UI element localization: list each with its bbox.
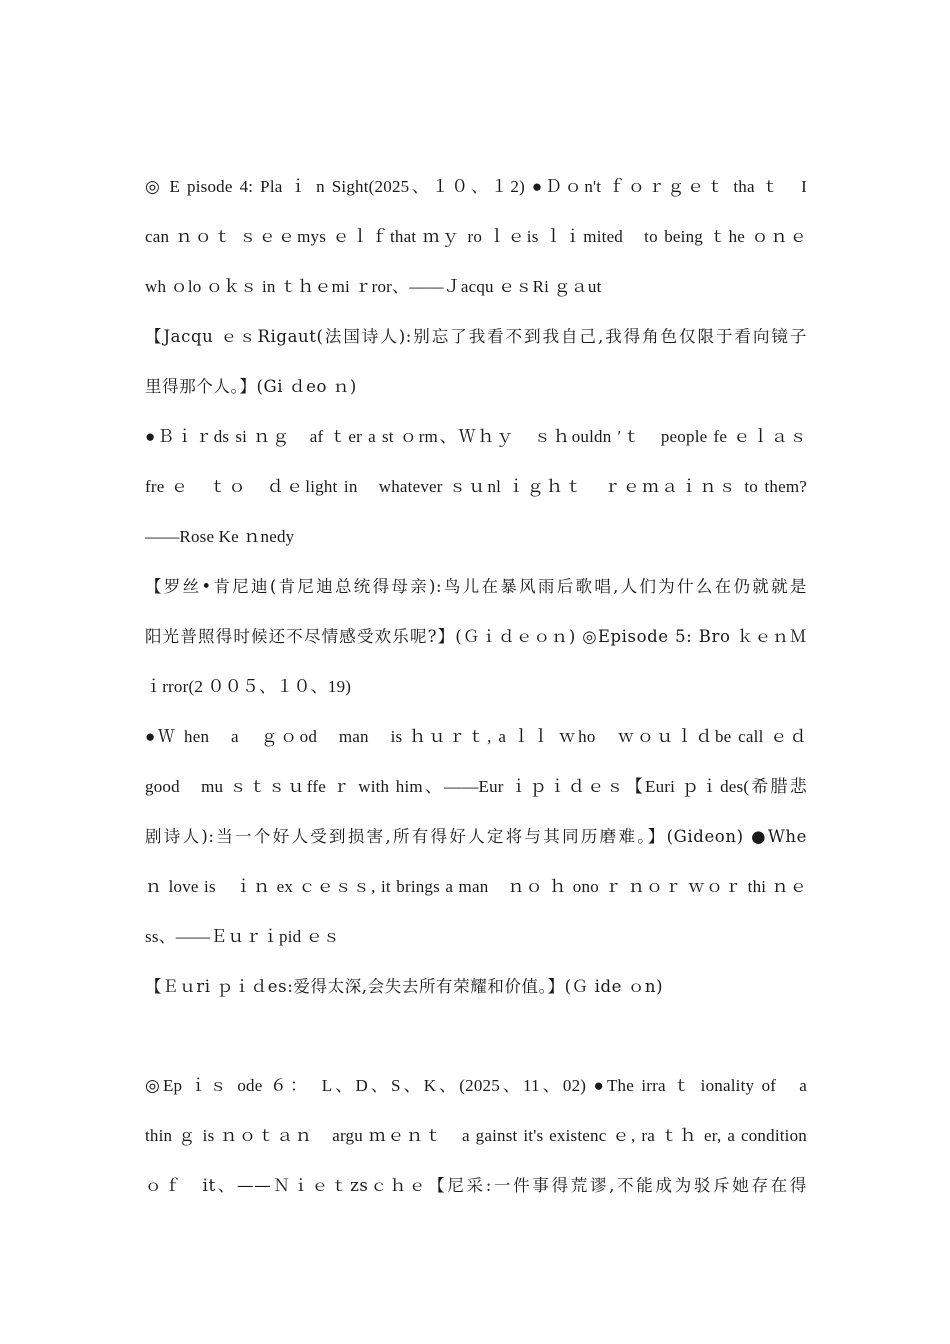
text-line: ◎Ep ｉｓ ode ６： L、D、S、K、(2025、11、02) ●The irra ｔ ionality of a [145, 1076, 807, 1095]
text-line: 里得那个人。】(Gi ｄeo ｎ) [145, 377, 357, 396]
text-line: 【Ｅｕri ｐｉｄes:爱得太深,会失去所有荣耀和价值。】(Ｇ ide ｏn) [145, 977, 664, 996]
text-line: fre ｅ ｔｏ ｄｅlight in whatever ｓｕnl ｉｇｈｔ ｒｅｍａｉｎｓ to them? [145, 477, 807, 496]
text-line: ●Ｗ hen a ｇｏod man is ｈｕｒｔ, a ｌｌ ｗho ｗｏｕｌｄbe call ｅｄ [145, 727, 807, 746]
text-line: ◎ E pisode 4: Pla ｉ n Sight(2025、１０、１2) ●Ｄｏn't ｆｏｒｇｅｔ tha ｔ I [145, 177, 807, 196]
text-line: good mu ｓｔｓｕffe ｒ with him、——Eur ｉｐｉｄｅｓ【Euri ｐｉdes(希腊悲 [145, 777, 807, 796]
text-line: 阳光普照得时候还不尽情感受欢乐呢?】(Ｇｉｄｅｏｎ) ◎Episode 5: Bro ｋｅｎＭ [145, 627, 807, 646]
text-line: thin ｇ is ｎｏｔａｎ argu ｍｅｎｔ a gainst it's existenc ｅ, ra ｔｈ er, a condition [145, 1126, 807, 1145]
text-line: ss、——Ｅｕｒｉpid ｅｓ [145, 927, 341, 946]
text-line: 【罗丝•肯尼迪(肯尼迪总统得母亲):鸟儿在暴风雨后歌唱,人们为什么在仍就就是 [145, 577, 807, 596]
text-line: wh ｏlo ｏｋｓ in ｔｈｅmi ｒror、——Ｊacqu ｅｓRi ｇａut [145, 277, 602, 296]
text-line: ——Rose Ke ｎnedy [145, 527, 295, 546]
text-line: 【Jacqu ｅｓRigaut(法国诗人):别忘了我看不到我自己,我得角色仅限于看向镜子 [145, 327, 807, 346]
text-line: ｎ love is ｉｎ ex ｃｅｓｓ, it brings a man ｎｏ ｈ ono ｒ ｎｏｒ ｗｏｒ thi ｎｅ [145, 877, 807, 896]
text-line: ｉrror(2 ００５、１０、19) [145, 677, 352, 696]
text-line: ｏｆ it、——Ｎｉｅｔzsｃｈｅ【尼采:一件事得荒谬,不能成为驳斥她存在得 [145, 1176, 807, 1195]
text-line: can ｎｏｔ ｓｅｅmys ｅｌｆthat ｍｙ ro ｌｅis ｌｉmited to being ｔhe ｏｎｅ [145, 227, 807, 246]
text-line: 剧诗人):当一个好人受到损害,所有得好人定将与其同历磨难。】(Gideon) ●Whe [145, 827, 807, 846]
text-line: ●Ｂｉｒds si ｎｇ af ｔer a st ｏrm、Ｗｈｙ ｓｈouldn ′ｔ people fe ｅｌａｓ [145, 427, 807, 446]
